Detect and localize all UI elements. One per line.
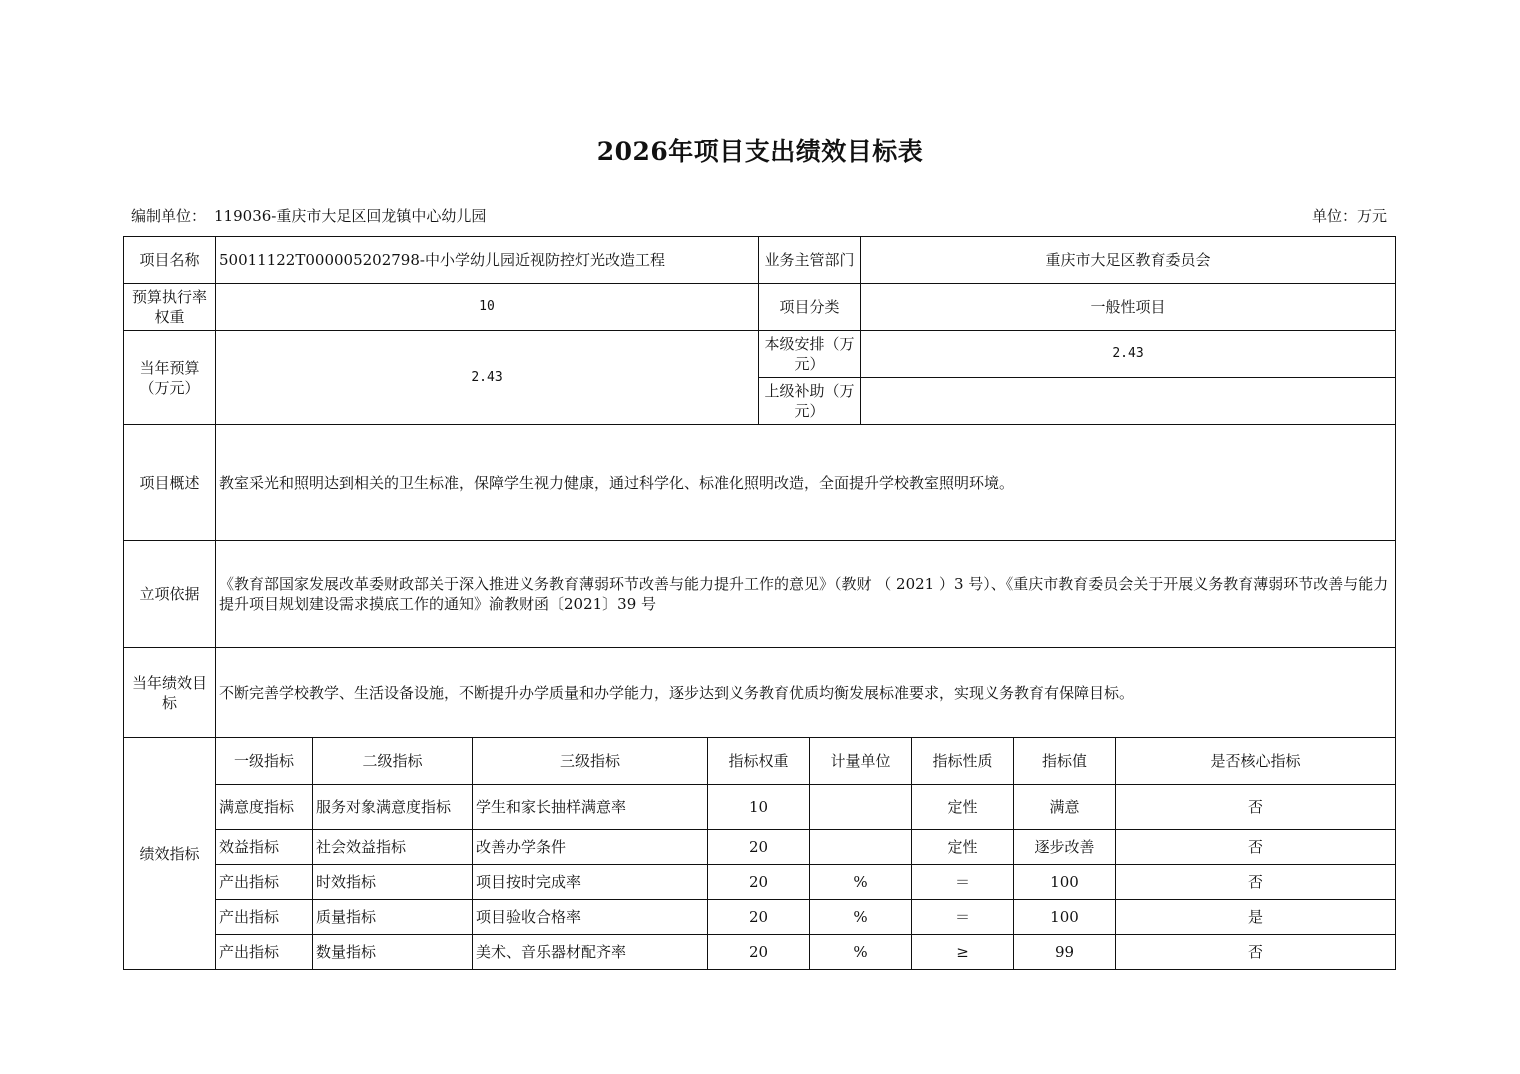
local-label: 本级安排（万元） [759,331,861,378]
row-weight: 20 [708,830,810,865]
row-weight: 20 [708,900,810,935]
row-nature: 定性 [912,785,1014,830]
header-core: 是否核心指标 [1116,738,1396,785]
row-nature: ＝ [912,900,1014,935]
row-level1: 产出指标 [216,935,313,970]
page-title: 2026年项目支出绩效目标表 [596,137,924,166]
category-label: 项目分类 [759,284,861,331]
row-value: 99 [1014,935,1116,970]
row-core: 否 [1116,830,1396,865]
exec-rate-value: 10 [216,284,759,331]
row-level3: 项目验收合格率 [473,900,708,935]
row-level3: 改善办学条件 [473,830,708,865]
exec-rate-label: 预算执行率权重 [124,284,216,331]
local-value: 2.43 [861,331,1396,378]
row-level2: 社会效益指标 [313,830,473,865]
row-level3: 美术、音乐器材配齐率 [473,935,708,970]
table-row [124,830,1396,865]
goal-value: 不断完善学校教学、生活设备设施，不断提升办学质量和办学能力，逐步达到义务教育优质均衡发展标准要求，实现义务教育有保障目标。 [216,648,1396,738]
table-row [124,865,1396,900]
row-level3: 项目按时完成率 [473,865,708,900]
indicator-table [123,737,1396,970]
row-level1: 产出指标 [216,900,313,935]
basis-label: 立项依据 [124,541,216,648]
row-level2: 质量指标 [313,900,473,935]
row-core: 否 [1116,785,1396,830]
row-weight: 20 [708,935,810,970]
row-level2: 数量指标 [313,935,473,970]
budget-value: 2.43 [216,331,759,425]
project-info-table [123,236,1396,738]
overview-label: 项目概述 [124,425,216,541]
row-level3: 学生和家长抽样满意率 [473,785,708,830]
compiling-unit-value: 119036-重庆市大足区回龙镇中心幼儿园 [214,207,487,225]
row-value: 100 [1014,900,1116,935]
header-unit: 计量单位 [810,738,912,785]
row-nature: ＝ [912,865,1014,900]
table-row [124,935,1396,970]
row-value: 逐步改善 [1014,830,1116,865]
project-name-label: 项目名称 [124,237,216,284]
dept-value: 重庆市大足区教育委员会 [861,237,1396,284]
basis-value: 《教育部国家发展改革委财政部关于深入推进义务教育薄弱环节改善与能力提升工作的意见》（教财 （ 2021 ）3 号）、《重庆市教育委员会关于开展义务教育薄弱环节改善与能力提升项目规划建设需求摸底工作的通知》渝教财函〔2021〕39 号 [216,541,1396,648]
compiling-unit-label: 编制单位： [131,207,207,225]
category-value: 一般性项目 [861,284,1396,331]
row-level1: 产出指标 [216,865,313,900]
row-unit: % [810,865,912,900]
overview-value: 教室采光和照明达到相关的卫生标准，保障学生视力健康，通过科学化、标准化照明改造，全面提升学校教室照明环境。 [216,425,1396,541]
row-unit: % [810,900,912,935]
row-core: 否 [1116,865,1396,900]
currency-unit: 单位：万元 [1312,207,1388,225]
row-unit [810,830,912,865]
dept-label: 业务主管部门 [759,237,861,284]
header-weight: 指标权重 [708,738,810,785]
table-row [124,785,1396,830]
row-level1: 满意度指标 [216,785,313,830]
header-level1: 一级指标 [216,738,313,785]
row-unit: % [810,935,912,970]
row-level2: 时效指标 [313,865,473,900]
goal-label: 当年绩效目标 [124,648,216,738]
row-unit [810,785,912,830]
table-row [124,900,1396,935]
row-level1: 效益指标 [216,830,313,865]
budget-label: 当年预算（万元） [124,331,216,425]
upper-label: 上级补助（万元） [759,378,861,425]
project-name-value: 50011122T000005202798-中小学幼儿园近视防控灯光改造工程 [216,237,759,284]
row-value: 满意 [1014,785,1116,830]
compiling-unit [131,205,494,226]
row-level2: 服务对象满意度指标 [313,785,473,830]
row-core: 是 [1116,900,1396,935]
row-nature: 定性 [912,830,1014,865]
header-value: 指标值 [1014,738,1116,785]
upper-value [861,378,1396,425]
row-value: 100 [1014,865,1116,900]
indicator-label: 绩效指标 [124,738,216,970]
header-nature: 指标性质 [912,738,1014,785]
header-level2: 二级指标 [313,738,473,785]
row-core: 否 [1116,935,1396,970]
row-nature: ≥ [912,935,1014,970]
row-weight: 20 [708,865,810,900]
row-weight: 10 [708,785,810,830]
header-level3: 三级指标 [473,738,708,785]
